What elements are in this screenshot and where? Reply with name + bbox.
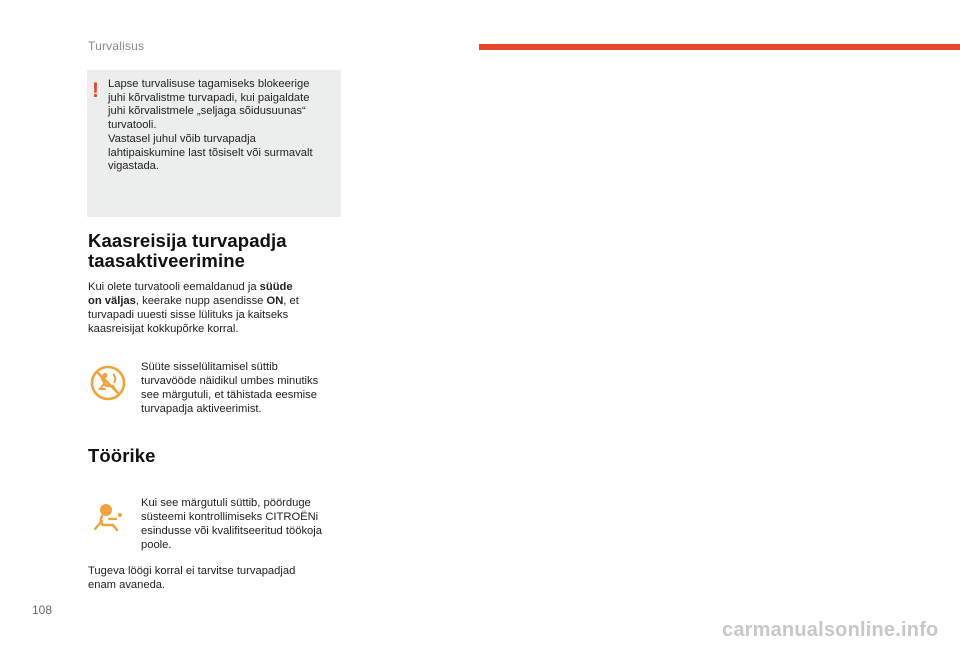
- fault-lamp-text: [141, 496, 341, 552]
- warning-line: turvatooli.: [108, 119, 157, 132]
- lamp-line: see märgutuli, et tähistada eesmise: [141, 389, 317, 401]
- page-number: 108: [32, 603, 53, 617]
- reactivation-heading: [88, 231, 328, 271]
- section-label: Turvalisus: [88, 39, 145, 53]
- intro-bold-ignition: süüde: [259, 281, 293, 293]
- lamp-line: süsteemi kontrollimiseks CITROËNi: [141, 511, 319, 523]
- warning-line: juhi kõrvalistmele „seljaga sõidusuunas“: [108, 105, 306, 118]
- passenger-airbag-off-icon: [89, 364, 127, 402]
- reactivation-heading-line2: taasaktiveerimine: [88, 250, 245, 271]
- intro-text: , keerake nupp asendisse: [135, 295, 267, 307]
- airbag-fault-icon: [93, 503, 127, 533]
- fault-heading: Töörike: [88, 445, 156, 466]
- intro-line: turvapadi uuesti sisse lülituks ja kaitseks: [88, 309, 289, 321]
- reactivation-heading-line1: Kaasreisija turvapadja: [88, 230, 287, 251]
- intro-text: Kui olete turvatooli eemaldanud ja: [88, 281, 260, 293]
- intro-bold-on: ON: [266, 295, 284, 307]
- lamp-line: turvavööde näidikul umbes minutiks: [141, 375, 319, 387]
- fault-note: [88, 564, 328, 592]
- lamp-line: Süüte sisselülitamisel süttib: [141, 361, 278, 373]
- warning-line: juhi kõrvalistme turvapadi, kui paigaldate: [108, 91, 310, 104]
- intro-bold-off: on väljas: [88, 295, 136, 307]
- reactivation-intro: [88, 280, 328, 336]
- intro-text: , et: [283, 295, 299, 307]
- warning-text: [108, 78, 336, 174]
- lamp-line: esindusse või kvalifitseeritud töökoja: [141, 525, 322, 537]
- intro-line: kaasreisijat kokkupõrke korral.: [88, 323, 239, 335]
- note-line: Tugeva löögi korral ei tarvitse turvapadjad: [88, 565, 296, 577]
- note-line: enam avaneda.: [88, 579, 166, 591]
- warning-line: Vastasel juhul võib turvapadja: [108, 132, 256, 145]
- lamp-line: poole.: [141, 539, 172, 551]
- lamp-line: turvapadja aktiveerimist.: [141, 403, 262, 415]
- reactivation-lamp-text: [141, 360, 341, 416]
- exclamation-icon: !: [92, 79, 99, 102]
- section-accent-bar: [479, 44, 960, 50]
- warning-line: Lapse turvalisuse tagamiseks blokeerige: [108, 78, 310, 90]
- warning-line: vigastada.: [108, 160, 159, 173]
- lamp-line: Kui see märgutuli süttib, pöörduge: [141, 497, 311, 509]
- watermark: carmanualsonline.info: [722, 619, 939, 641]
- warning-line: lahtipaiskumine last tõsiselt või surmavalt: [108, 146, 313, 159]
